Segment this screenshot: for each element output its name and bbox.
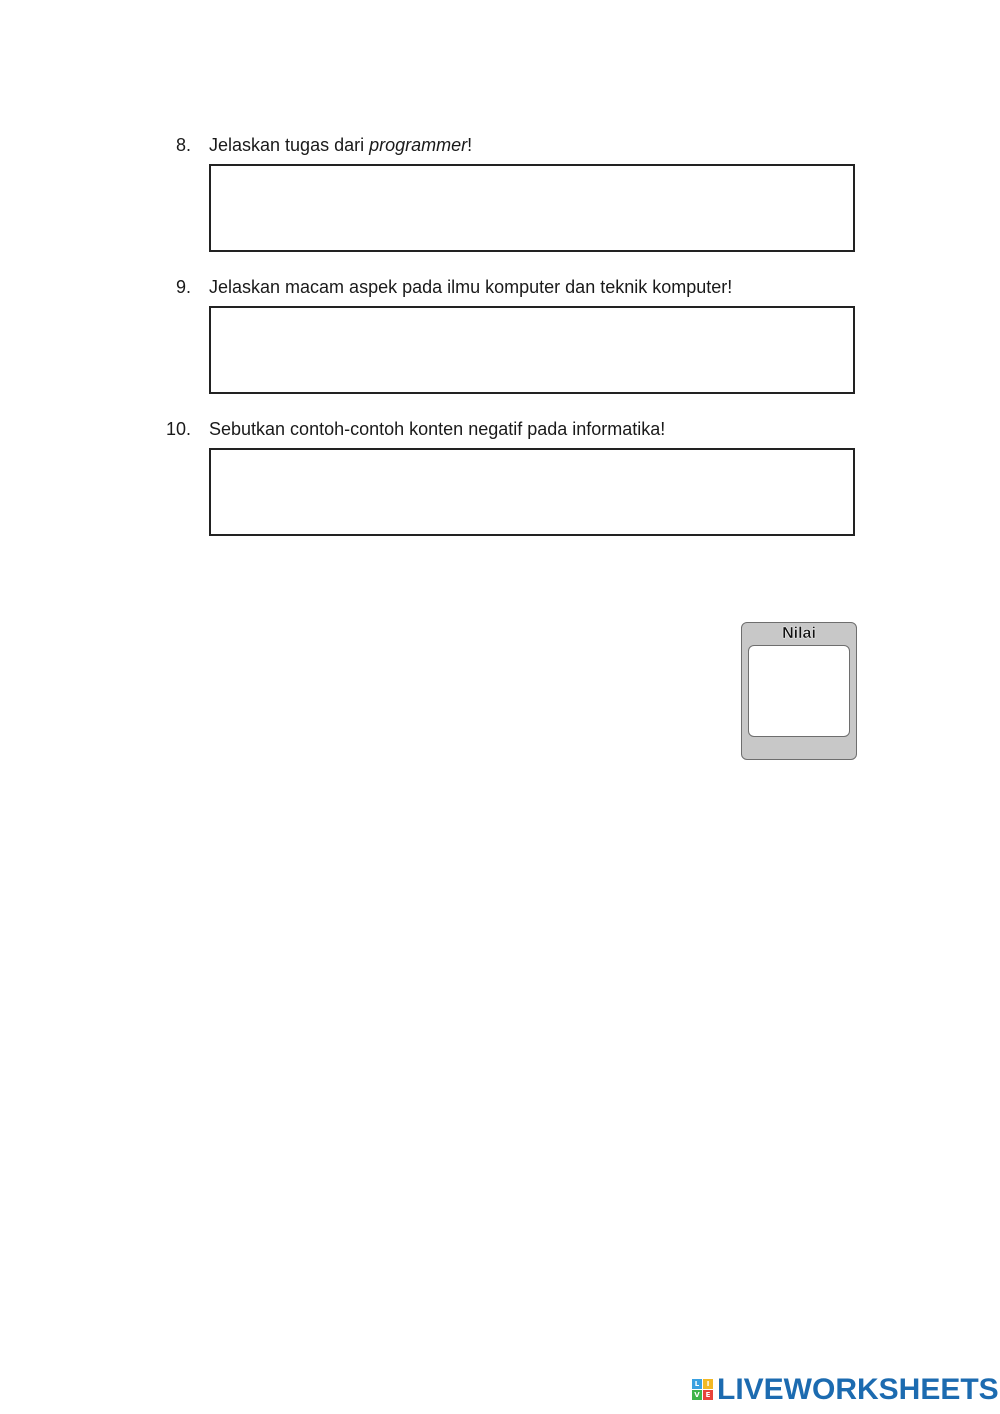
answer-box-9[interactable] bbox=[209, 306, 855, 394]
score-card bbox=[741, 622, 857, 760]
logo-mark-letter: I bbox=[703, 1379, 713, 1389]
score-label: Nilai bbox=[782, 625, 816, 642]
question-text-main: Jelaskan tugas dari bbox=[209, 135, 370, 155]
question-text bbox=[209, 135, 472, 155]
question-text: Jelaskan macam aspek pada ilmu komputer dan teknik komputer! bbox=[209, 277, 733, 297]
score-field[interactable] bbox=[748, 645, 850, 737]
question-number: 9. bbox=[175, 277, 191, 297]
logo-text: LIVEWORKSHEETS bbox=[717, 1373, 999, 1406]
answer-box-10[interactable] bbox=[209, 448, 855, 536]
question-text: Sebutkan contoh-contoh konten negatif pada informatika! bbox=[209, 419, 666, 439]
answer-box-8[interactable] bbox=[209, 164, 855, 252]
logo-mark-letter: E bbox=[703, 1390, 713, 1400]
logo-mark-icon bbox=[692, 1379, 714, 1401]
logo-mark-letter: L bbox=[692, 1379, 702, 1389]
question-number: 8. bbox=[175, 135, 191, 155]
question-number: 10. bbox=[165, 419, 191, 439]
liveworksheets-logo bbox=[692, 1375, 999, 1405]
logo-mark-letter: V bbox=[692, 1390, 702, 1400]
question-text-end: ! bbox=[467, 135, 473, 155]
question-text-italic: programmer bbox=[369, 135, 468, 155]
